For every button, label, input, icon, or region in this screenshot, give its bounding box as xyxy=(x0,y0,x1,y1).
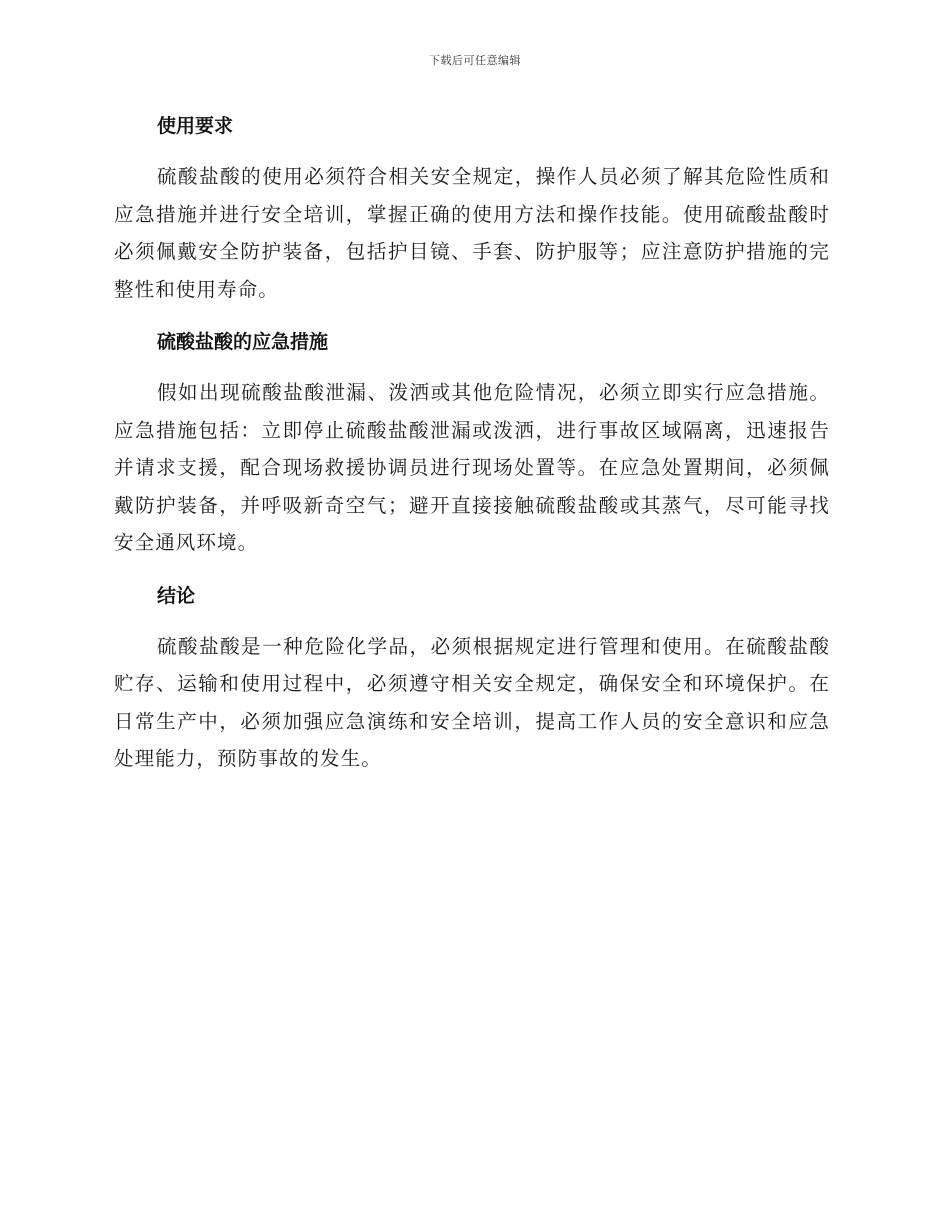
section-paragraph: 假如出现硫酸盐酸泄漏、泼洒或其他危险情况，必须立即实行应急措施。应急措施包括：立即停止硫酸盐酸泄漏或泼洒，进行事故区域隔离，迅速报告并请求支援，配合现场救援协调员进行现场处置等。在应急处置期间，必须佩戴防护装备，并呼吸新奇空气；避开直接接触硫酸盐酸或其蒸气，尽可能寻找安全通风环境。 xyxy=(114,381,830,554)
section-heading: 使用要求 xyxy=(157,115,234,137)
section-paragraph: 硫酸盐酸的使用必须符合相关安全规定，操作人员必须了解其危险性质和应急措施并进行安全培训，掌握正确的使用方法和操作技能。使用硫酸盐酸时必须佩戴安全防护装备，包括护目镜、手套、防护服等；应注意防护措施的完整性和使用寿命。 xyxy=(114,165,830,301)
document-body xyxy=(114,108,830,794)
page-header-note: 下载后可任意编辑 xyxy=(429,54,521,67)
section-emergency-measures xyxy=(114,324,830,562)
section-heading: 结论 xyxy=(157,584,196,607)
section-paragraph: 硫酸盐酸是一种危险化学品，必须根据规定进行管理和使用。在硫酸盐酸贮存、运输和使用过程中，必须遵守相关安全规定，确保安全和环境保护。在日常生产中，必须加强应急演练和安全培训，提高工作人员的安全意识和应急处理能力，预防事故的发生。 xyxy=(114,634,830,770)
section-heading: 硫酸盐酸的应急措施 xyxy=(157,331,329,353)
section-conclusion xyxy=(114,578,830,778)
section-usage-requirements xyxy=(114,108,830,308)
